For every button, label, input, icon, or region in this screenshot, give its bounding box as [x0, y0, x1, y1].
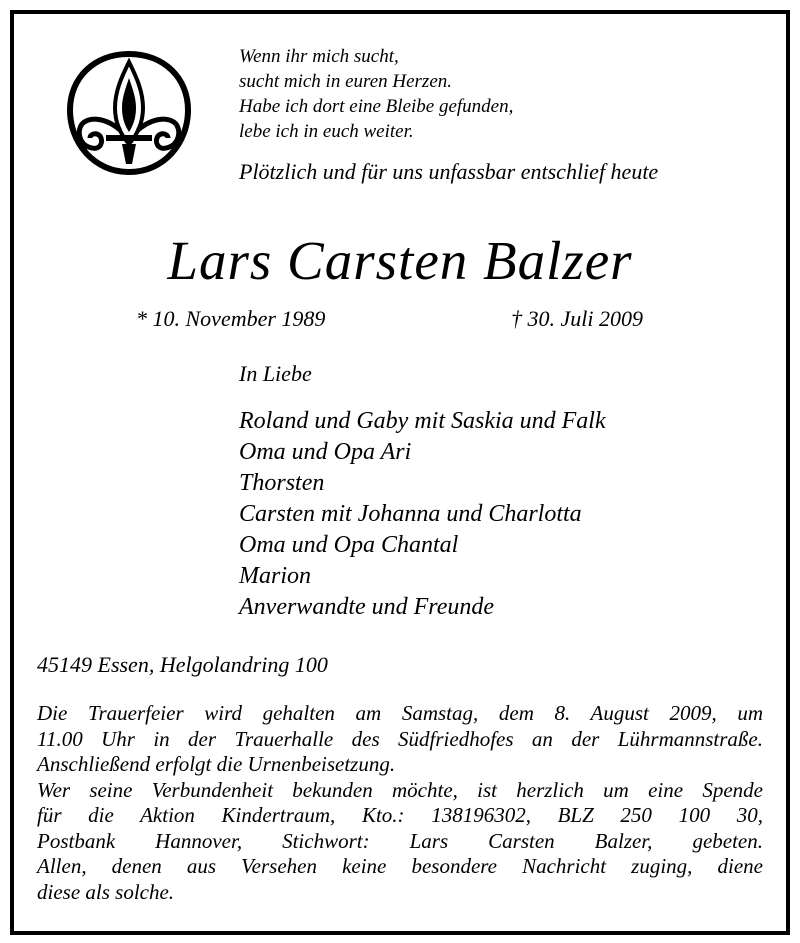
poem-line: sucht mich in euren Herzen. — [239, 71, 452, 92]
death-date: † 30. Juli 2009 — [511, 306, 643, 331]
birth-date: * 10. November 1989 — [136, 306, 326, 331]
mourner-entry: Anverwandte und Freunde — [239, 594, 495, 620]
details-line: diese als solche. — [37, 879, 175, 904]
poem — [239, 44, 513, 144]
poem-line: Wenn ihr mich sucht, — [239, 46, 399, 67]
mourner-entry: Carsten mit Johanna und Charlotta — [239, 501, 582, 527]
fleur-de-lis-icon — [64, 48, 194, 178]
details-line: Wer seine Verbundenheit bekunden möchte, ist herzlich um eine Spende — [37, 777, 763, 802]
funeral-details — [37, 701, 763, 905]
mourner-entry: Oma und Opa Ari — [239, 439, 412, 465]
details-line: Postbank Hannover, Stichwort: Lars Carsten Balzer, gebeten. — [37, 828, 763, 853]
poem-line: lebe ich in euch weiter. — [239, 121, 414, 142]
intro-text: Plötzlich und für uns unfassbar entschlief heute — [239, 159, 659, 184]
details-line: für die Aktion Kindertraum, Kto.: 138196302, BLZ 250 100 30, — [37, 803, 763, 827]
obituary-notice — [10, 10, 790, 935]
mourner-entry: Marion — [239, 563, 311, 589]
mourner-entry: Roland und Gaby mit Saskia und Falk — [239, 408, 606, 434]
details-line: Die Trauerfeier wird gehalten am Samstag, dem 8. August 2009, um — [37, 701, 763, 725]
poem-line: Habe ich dort eine Bleibe gefunden, — [239, 96, 514, 117]
mourner-entry: Thorsten — [239, 470, 325, 496]
family-address: 45149 Essen, Helgolandring 100 — [37, 652, 328, 677]
details-line: Anschließend erfolgt die Urnenbeisetzung. — [37, 752, 396, 776]
mourners-list — [239, 406, 606, 623]
details-line: Allen, denen aus Versehen keine besondere Nachricht zuging, diene — [37, 854, 763, 878]
details-line: 11.00 Uhr in der Trauerhalle des Südfriedhofes an der Lührmannstraße. — [37, 726, 763, 751]
in-love-text: In Liebe — [239, 361, 312, 386]
deceased-name: Lars Carsten Balzer — [167, 230, 633, 291]
mourner-entry: Oma und Opa Chantal — [239, 532, 459, 558]
